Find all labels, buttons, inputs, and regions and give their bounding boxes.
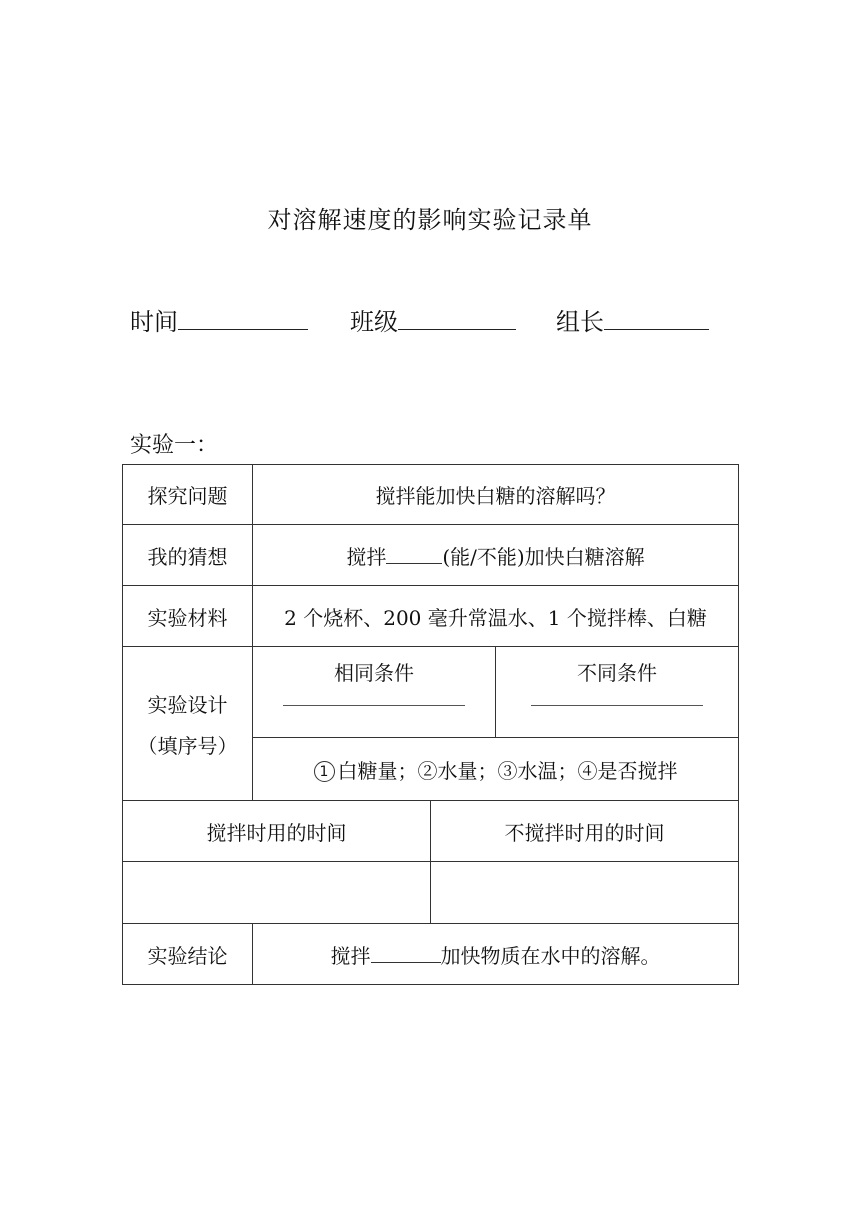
design-label-cell: [123, 647, 253, 801]
different-conditions-cell[interactable]: [496, 647, 739, 738]
hypothesis-suffix: (能/不能)加快白糖溶解: [442, 544, 645, 569]
hypothesis-cell: [253, 525, 739, 586]
table-row-materials: [123, 586, 739, 647]
options-text: 白糖量；②水量；③水温；④是否搅拌: [337, 758, 678, 783]
experiment-heading: 实验一：: [130, 433, 219, 458]
conclusion-cell: [253, 924, 739, 985]
different-conditions-blank[interactable]: [531, 705, 703, 706]
same-conditions-cell[interactable]: [253, 647, 496, 738]
table-row-design: [123, 647, 739, 738]
table-row-conclusion: [123, 924, 739, 985]
conclusion-prefix: 搅拌: [330, 943, 371, 968]
conclusion-blank[interactable]: [371, 942, 441, 963]
same-conditions-heading: 相同条件: [334, 661, 414, 685]
no-stir-time-value[interactable]: [431, 862, 739, 924]
hypothesis-prefix: 搅拌: [346, 544, 387, 569]
table-row-question: [123, 465, 739, 525]
materials-value: 2 个烧杯、200 毫升常温水、1 个搅拌棒、白糖: [253, 586, 739, 647]
class-label: 班级: [350, 308, 398, 336]
design-label: 实验设计: [147, 692, 228, 717]
time-label: 时间: [130, 308, 178, 336]
same-conditions-blank[interactable]: [283, 705, 465, 706]
experiment-record-table: [122, 464, 739, 985]
question-value: 搅拌能加快白糖的溶解吗？: [253, 465, 739, 525]
hypothesis-label: 我的猜想: [123, 525, 253, 586]
different-conditions-heading: 不同条件: [577, 661, 657, 685]
hypothesis-blank[interactable]: [386, 543, 442, 564]
table-row-hypothesis: [123, 525, 739, 586]
table-row-time-values: [123, 862, 739, 924]
worksheet-title: 对溶解速度的影响实验记录单: [267, 206, 593, 234]
conclusion-label: 实验结论: [123, 924, 253, 985]
design-label-note: （填序号）: [137, 733, 238, 758]
materials-label: 实验材料: [123, 586, 253, 647]
leader-blank[interactable]: [604, 303, 709, 330]
stir-time-header: 搅拌时用的时间: [123, 801, 431, 862]
stir-time-value[interactable]: [123, 862, 431, 924]
class-field[interactable]: [350, 302, 516, 337]
conclusion-suffix: 加快物质在水中的溶解。: [440, 943, 661, 968]
no-stir-time-header: 不搅拌时用的时间: [431, 801, 739, 862]
time-blank[interactable]: [178, 303, 308, 330]
table-row-time-headers: [123, 801, 739, 862]
leader-label: 组长: [556, 308, 604, 336]
leader-field[interactable]: [556, 302, 709, 337]
class-blank[interactable]: [398, 303, 516, 330]
option-1-marker: 1: [314, 761, 335, 782]
options-cell: [253, 738, 739, 801]
question-label: 探究问题: [123, 465, 253, 525]
header-fields: [130, 302, 709, 337]
time-field[interactable]: [130, 302, 308, 337]
